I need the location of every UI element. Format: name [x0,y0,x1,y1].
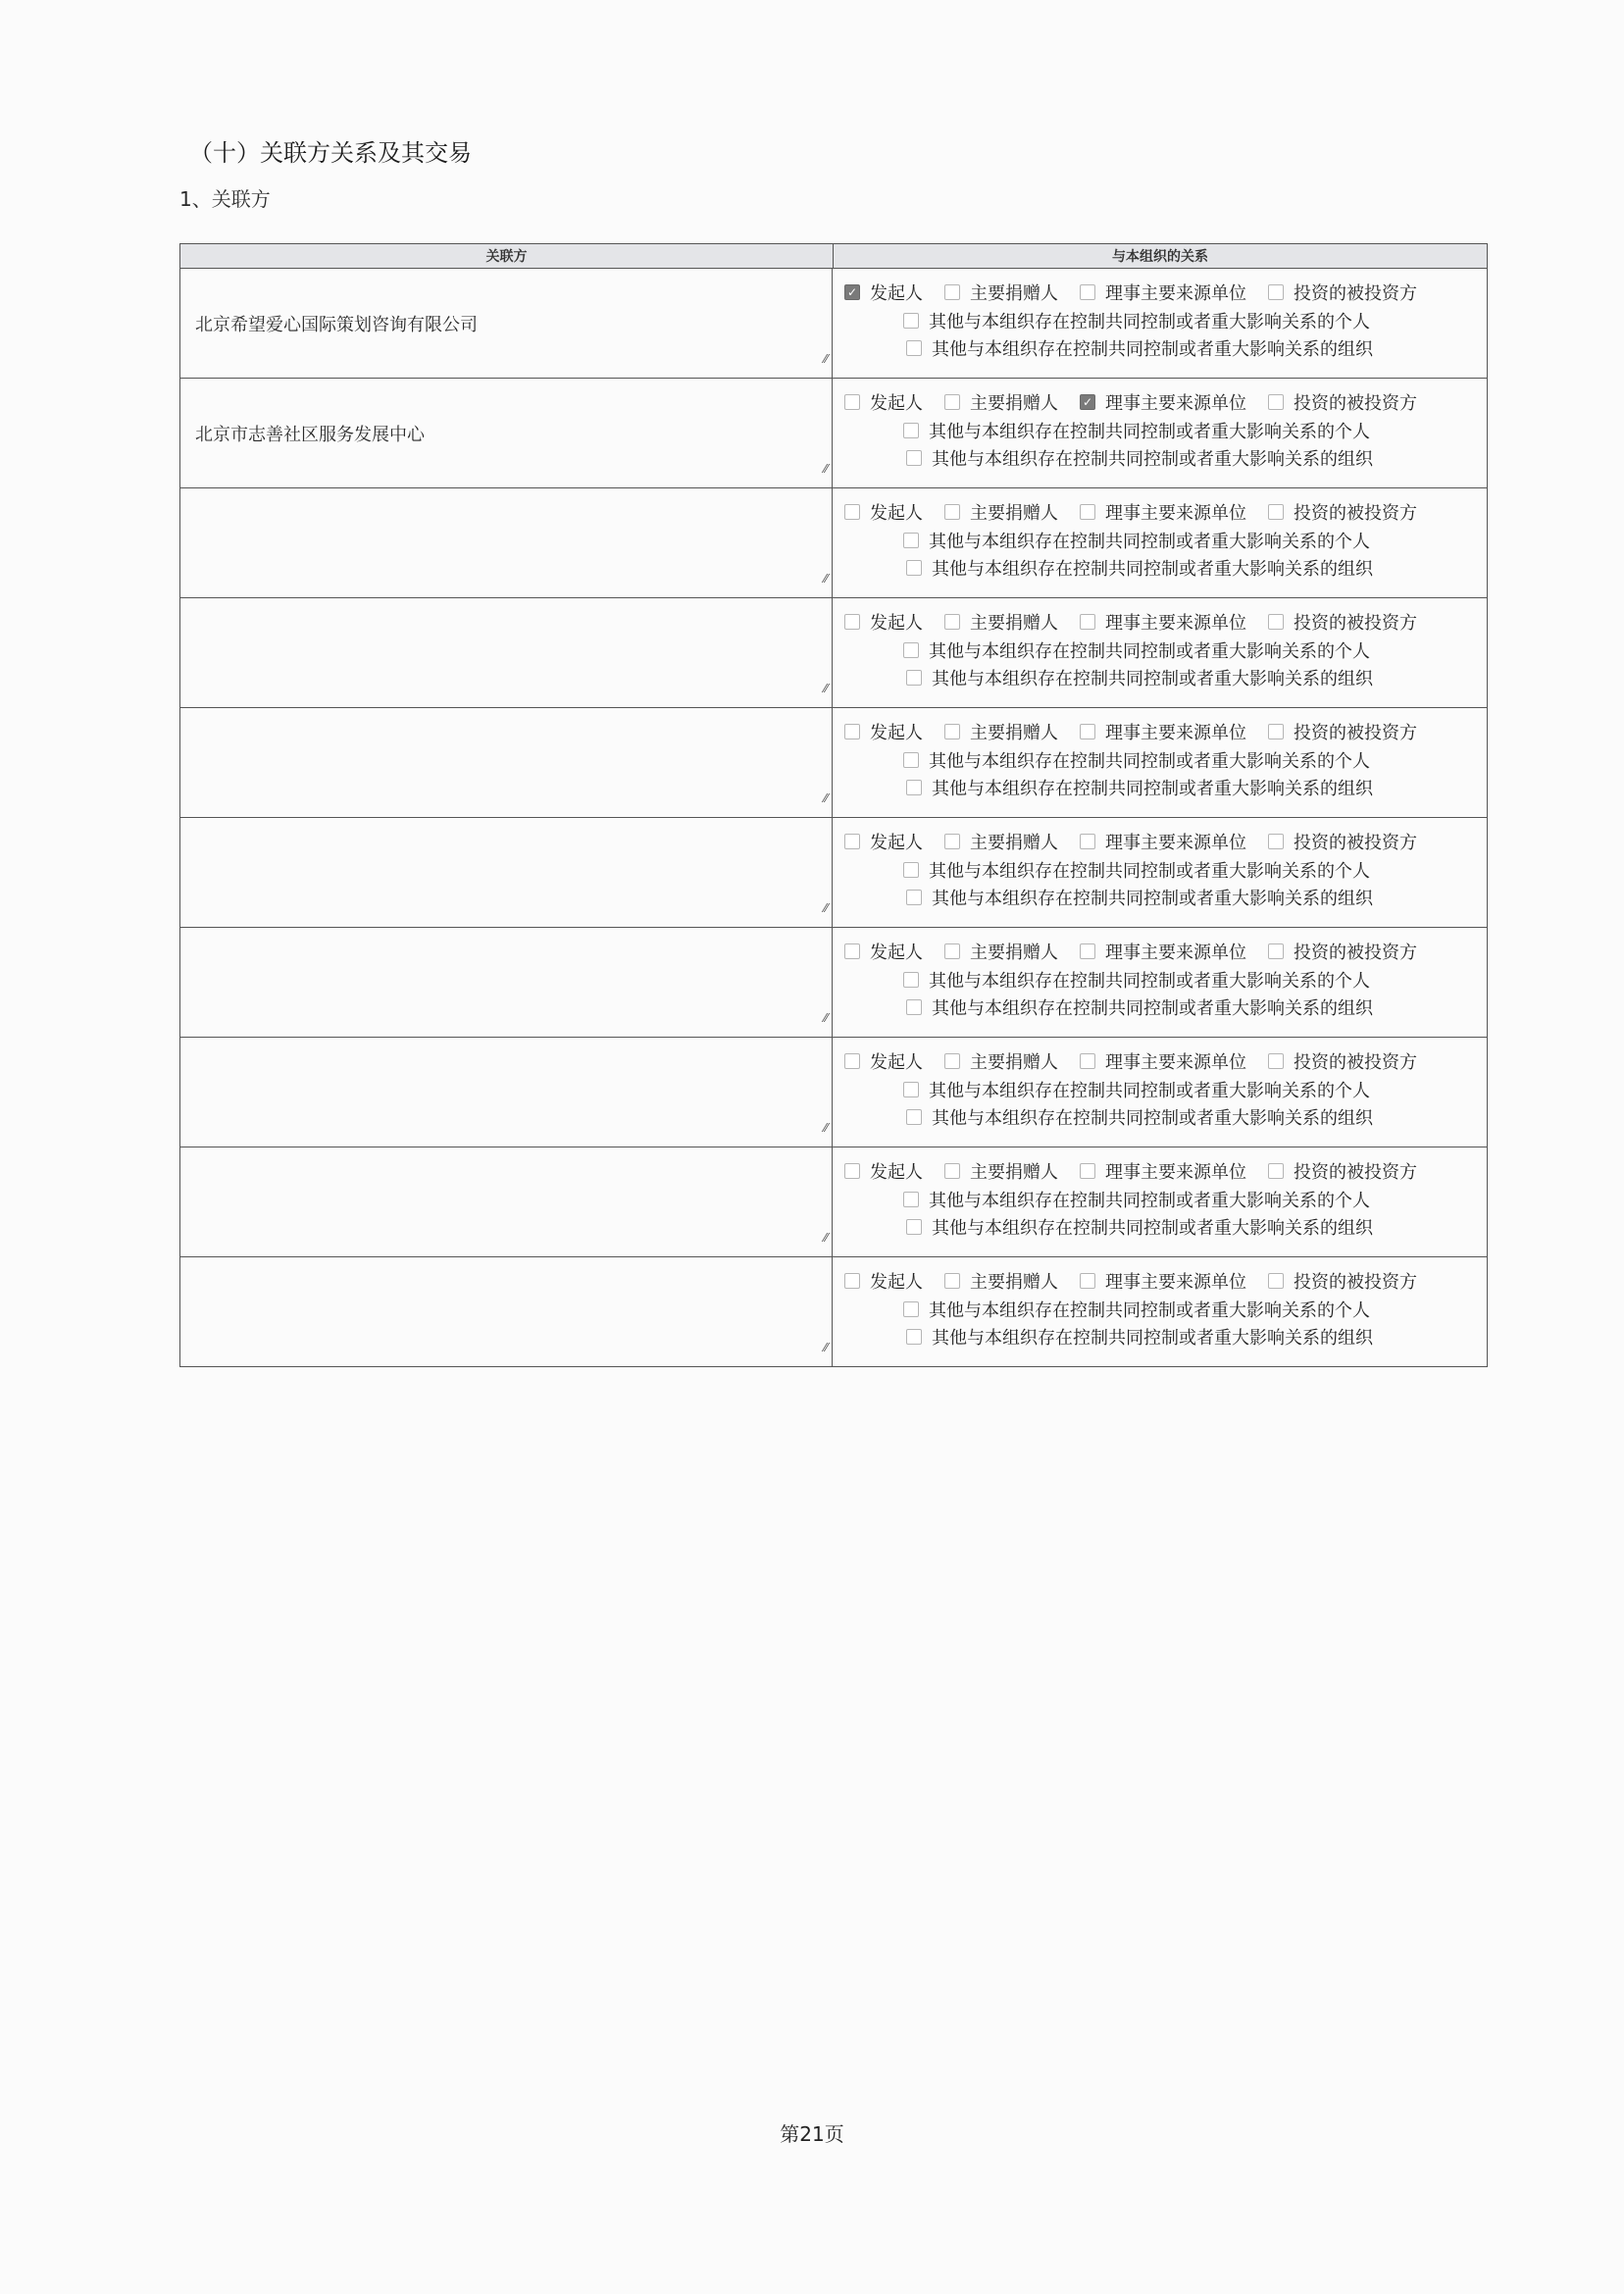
relationship-line [903,1297,1392,1322]
checkbox-investee[interactable] [1268,724,1284,739]
header-relationship: 与本组织的关系 [1112,249,1208,265]
table-row [180,1147,1487,1257]
checkbox-label: 投资的被投资方 [1294,1162,1417,1183]
option-investee[interactable] [1268,389,1417,415]
option-investee[interactable] [1268,719,1417,744]
checkbox-label: 其他与本组织存在控制共同控制或者重大影响关系的组织 [932,559,1373,580]
checkbox-major-donor[interactable] [944,1163,960,1179]
checkbox-label: 投资的被投资方 [1294,1052,1417,1073]
option-founder[interactable] [844,499,923,525]
relationship-line [903,857,1392,883]
option-director-source[interactable] [1080,719,1246,744]
checkbox-other-org[interactable] [906,1329,922,1345]
relationship-line [906,555,1395,581]
option-investee[interactable] [1268,939,1417,964]
checkbox-investee[interactable] [1268,1053,1284,1069]
checkbox-label: 其他与本组织存在控制共同控制或者重大影响关系的个人 [929,1191,1370,1211]
checkbox-label: 理事主要来源单位 [1105,723,1246,743]
option-other-org[interactable] [906,1324,1373,1350]
option-director-source[interactable] [1080,1158,1246,1184]
relationship-line [844,1268,1439,1294]
option-investee[interactable] [1268,609,1417,635]
checkbox-other-person[interactable] [903,752,919,768]
table-row [180,818,1487,928]
checkbox-label: 发起人 [870,1052,923,1073]
checkbox-label: 投资的被投资方 [1294,283,1417,304]
option-major-donor[interactable] [944,499,1058,525]
related-party-name: 北京希望爱心国际策划咨询有限公司 [195,314,478,335]
relationship-line [844,1158,1439,1184]
checkbox-label: 主要捐赠人 [970,283,1058,304]
related-party-name-field[interactable] [180,488,833,597]
checkbox-label: 投资的被投资方 [1294,723,1417,743]
option-director-source[interactable] [1080,389,1246,415]
option-founder[interactable] [844,829,923,854]
checkbox-label: 理事主要来源单位 [1105,1272,1246,1293]
checkbox-label: 发起人 [870,283,923,304]
option-other-person[interactable] [903,637,1370,663]
relationship-line [903,1187,1392,1212]
relationship-line [906,335,1395,361]
relationship-line [844,609,1439,635]
option-major-donor[interactable] [944,829,1058,854]
checkbox-label: 其他与本组织存在控制共同控制或者重大影响关系的个人 [929,312,1370,332]
checkbox-label: 主要捐赠人 [970,943,1058,963]
checkbox-founder[interactable] [844,1273,860,1289]
relationship-line [903,747,1392,773]
related-party-name-field[interactable] [180,379,833,487]
option-founder[interactable] [844,280,923,305]
resize-handle-icon[interactable]: ⁄⁄ [823,791,828,805]
relationship-line [844,829,1439,854]
relationship-line [844,1048,1439,1074]
checkbox-label: 其他与本组织存在控制共同控制或者重大影响关系的个人 [929,971,1370,992]
checkbox-investee[interactable] [1268,943,1284,959]
checkbox-other-person[interactable] [903,1301,919,1317]
checkbox-other-person[interactable] [903,1082,919,1097]
checkbox-label: 主要捐赠人 [970,1272,1058,1293]
checkbox-label: 发起人 [870,613,923,634]
checkbox-label: 主要捐赠人 [970,833,1058,853]
resize-handle-icon[interactable]: ⁄⁄ [823,1011,828,1025]
checkbox-label: 发起人 [870,833,923,853]
checkbox-label: 理事主要来源单位 [1105,393,1246,414]
checkbox-founder[interactable] [844,724,860,739]
option-other-org[interactable] [906,555,1373,581]
option-other-person[interactable] [903,308,1370,333]
checkbox-major-donor[interactable] [944,834,960,849]
checkbox-investee[interactable] [1268,614,1284,630]
option-other-org[interactable] [906,885,1373,910]
resize-handle-icon[interactable]: ⁄⁄ [823,1121,828,1135]
checkbox-other-org[interactable] [906,1109,922,1125]
checkbox-other-org[interactable] [906,340,922,356]
checkbox-label: 理事主要来源单位 [1105,503,1246,524]
resize-handle-icon[interactable]: ⁄⁄ [823,901,828,915]
option-other-org[interactable] [906,1104,1373,1130]
relationship-cell [833,818,1487,927]
option-other-person[interactable] [903,857,1370,883]
option-founder[interactable] [844,1268,923,1294]
related-party-name-field[interactable] [180,1147,833,1256]
checkbox-major-donor[interactable] [944,943,960,959]
checkbox-investee[interactable] [1268,394,1284,410]
page-number: 第21页 [780,2122,844,2146]
option-other-person[interactable] [903,528,1370,553]
relationship-line [906,775,1395,800]
checkbox-director-source[interactable] [1080,1163,1095,1179]
relationship-line [844,389,1439,415]
option-founder[interactable] [844,609,923,635]
option-director-source[interactable] [1080,499,1246,525]
checkbox-label: 发起人 [870,723,923,743]
checkbox-investee[interactable] [1268,834,1284,849]
relationship-cell [833,1257,1487,1366]
resize-handle-icon[interactable]: ⁄⁄ [823,682,828,695]
checkbox-major-donor[interactable] [944,614,960,630]
option-major-donor[interactable] [944,1158,1058,1184]
checkbox-label: 投资的被投资方 [1294,613,1417,634]
checkbox-major-donor[interactable] [944,1273,960,1289]
header-related-party: 关联方 [180,244,834,268]
checkbox-label: 理事主要来源单位 [1105,283,1246,304]
checkbox-other-org[interactable] [906,890,922,905]
checkbox-investee[interactable] [1268,284,1284,300]
option-investee[interactable] [1268,499,1417,525]
checkbox-founder[interactable] [844,614,860,630]
checkbox-founder[interactable] [844,504,860,520]
relationship-line [906,1104,1395,1130]
checkbox-label: 其他与本组织存在控制共同控制或者重大影响关系的组织 [932,1108,1373,1129]
relationship-line [844,499,1439,525]
resize-handle-icon[interactable]: ⁄⁄ [823,572,828,586]
checkbox-founder[interactable]: ✓ [844,284,860,300]
checkbox-label: 投资的被投资方 [1294,393,1417,414]
option-major-donor[interactable] [944,280,1058,305]
checkbox-other-org[interactable] [906,1219,922,1235]
checkbox-founder[interactable] [844,1163,860,1179]
table-row [180,269,1487,379]
relationship-line [903,528,1392,553]
table-row [180,598,1487,708]
checkbox-founder[interactable] [844,1053,860,1069]
checkbox-director-source[interactable] [1080,1053,1095,1069]
checkbox-label: 其他与本组织存在控制共同控制或者重大影响关系的组织 [932,449,1373,470]
checkbox-other-person[interactable] [903,533,919,548]
option-other-org[interactable] [906,665,1373,690]
checkbox-label: 投资的被投资方 [1294,833,1417,853]
resize-handle-icon[interactable]: ⁄⁄ [823,462,828,476]
checkbox-other-person[interactable] [903,972,919,988]
related-party-table [179,243,1488,1367]
option-founder[interactable] [844,719,923,744]
relationship-line [903,967,1392,993]
relationship-cell [833,379,1487,487]
checkbox-major-donor[interactable] [944,284,960,300]
related-party-name: 北京市志善社区服务发展中心 [195,424,425,445]
checkbox-label: 主要捐赠人 [970,503,1058,524]
relationship-cell [833,488,1487,597]
resize-handle-icon[interactable]: ⁄⁄ [823,1341,828,1354]
checkbox-label: 投资的被投资方 [1294,503,1417,524]
resize-handle-icon[interactable]: ⁄⁄ [823,1231,828,1245]
checkbox-label: 主要捐赠人 [970,1052,1058,1073]
checkbox-label: 其他与本组织存在控制共同控制或者重大影响关系的组织 [932,1328,1373,1349]
option-other-person[interactable] [903,1077,1370,1102]
option-founder[interactable] [844,1048,923,1074]
option-other-person[interactable] [903,967,1370,993]
option-other-org[interactable] [906,445,1373,471]
option-other-person[interactable] [903,1187,1370,1212]
relationship-line [906,1324,1395,1350]
option-major-donor[interactable] [944,389,1058,415]
checkbox-label: 其他与本组织存在控制共同控制或者重大影响关系的个人 [929,532,1370,552]
checkbox-director-source[interactable] [1080,834,1095,849]
checkbox-director-source[interactable]: ✓ [1080,394,1095,410]
checkbox-major-donor[interactable] [944,1053,960,1069]
checkbox-investee[interactable] [1268,504,1284,520]
checkbox-other-org[interactable] [906,560,922,576]
checkbox-label: 其他与本组织存在控制共同控制或者重大影响关系的组织 [932,669,1373,689]
checkbox-founder[interactable] [844,943,860,959]
option-director-source[interactable] [1080,829,1246,854]
checkbox-other-person[interactable] [903,862,919,878]
checkbox-other-org[interactable] [906,670,922,686]
relationship-line [844,280,1439,305]
relationship-line [844,719,1439,744]
option-major-donor[interactable] [944,1268,1058,1294]
option-major-donor[interactable] [944,609,1058,635]
section-title: （十）关联方关系及其交易 [189,139,472,167]
relationship-line [906,665,1395,690]
option-director-source[interactable] [1080,939,1246,964]
resize-handle-icon[interactable]: ⁄⁄ [823,352,828,366]
checkbox-director-source[interactable] [1080,943,1095,959]
relationship-line [903,308,1392,333]
checkbox-label: 其他与本组织存在控制共同控制或者重大影响关系的组织 [932,779,1373,799]
checkbox-label: 其他与本组织存在控制共同控制或者重大影响关系的组织 [932,889,1373,909]
table-row [180,708,1487,818]
related-party-name-field[interactable] [180,1257,833,1366]
checkbox-label: 其他与本组织存在控制共同控制或者重大影响关系的个人 [929,422,1370,442]
checkbox-label: 主要捐赠人 [970,393,1058,414]
checkbox-label: 其他与本组织存在控制共同控制或者重大影响关系的个人 [929,1300,1370,1321]
option-other-org[interactable] [906,775,1373,800]
table-row [180,1038,1487,1147]
checkbox-other-org[interactable] [906,780,922,795]
related-party-name-field[interactable] [180,1038,833,1147]
option-other-org[interactable] [906,335,1373,361]
relationship-line [906,885,1395,910]
table-header [180,244,1487,269]
relationship-line [903,418,1392,443]
checkbox-label: 理事主要来源单位 [1105,943,1246,963]
checkbox-label: 投资的被投资方 [1294,943,1417,963]
relationship-cell [833,269,1487,378]
checkbox-investee[interactable] [1268,1163,1284,1179]
checkbox-label: 理事主要来源单位 [1105,1162,1246,1183]
option-investee[interactable] [1268,829,1417,854]
checkbox-label: 其他与本组织存在控制共同控制或者重大影响关系的组织 [932,1218,1373,1239]
checkbox-director-source[interactable] [1080,724,1095,739]
option-investee[interactable] [1268,1048,1417,1074]
checkbox-label: 其他与本组织存在控制共同控制或者重大影响关系的个人 [929,861,1370,882]
checkbox-label: 其他与本组织存在控制共同控制或者重大影响关系的个人 [929,751,1370,772]
checkbox-label: 发起人 [870,1272,923,1293]
option-founder[interactable] [844,1158,923,1184]
option-other-org[interactable] [906,1214,1373,1240]
option-other-person[interactable] [903,747,1370,773]
checkbox-label: 主要捐赠人 [970,613,1058,634]
option-major-donor[interactable] [944,719,1058,744]
checkbox-major-donor[interactable] [944,394,960,410]
checkbox-label: 其他与本组织存在控制共同控制或者重大影响关系的组织 [932,339,1373,360]
related-party-name-field[interactable] [180,269,833,378]
checkbox-label: 发起人 [870,393,923,414]
relationship-line [906,994,1395,1020]
option-major-donor[interactable] [944,1048,1058,1074]
related-party-name-field[interactable] [180,928,833,1037]
option-founder[interactable] [844,939,923,964]
checkbox-investee[interactable] [1268,1273,1284,1289]
option-founder[interactable] [844,389,923,415]
checkbox-label: 发起人 [870,503,923,524]
option-other-person[interactable] [903,1297,1370,1322]
checkbox-other-person[interactable] [903,1192,919,1207]
checkbox-label: 其他与本组织存在控制共同控制或者重大影响关系的个人 [929,1081,1370,1101]
option-director-source[interactable] [1080,1048,1246,1074]
checkbox-other-person[interactable] [903,642,919,658]
option-investee[interactable] [1268,1268,1417,1294]
option-investee[interactable] [1268,1158,1417,1184]
relationship-line [844,939,1439,964]
checkbox-director-source[interactable] [1080,284,1095,300]
checkbox-director-source[interactable] [1080,614,1095,630]
checkbox-label: 其他与本组织存在控制共同控制或者重大影响关系的组织 [932,998,1373,1019]
option-major-donor[interactable] [944,939,1058,964]
option-investee[interactable] [1268,280,1417,305]
checkbox-director-source[interactable] [1080,1273,1095,1289]
relationship-line [906,445,1395,471]
relationship-cell [833,928,1487,1037]
table-row [180,379,1487,488]
option-director-source[interactable] [1080,609,1246,635]
checkbox-label: 理事主要来源单位 [1105,613,1246,634]
checkbox-label: 理事主要来源单位 [1105,1052,1246,1073]
checkbox-label: 投资的被投资方 [1294,1272,1417,1293]
related-party-name-field[interactable] [180,598,833,707]
checkbox-founder[interactable] [844,834,860,849]
option-other-person[interactable] [903,418,1370,443]
checkbox-major-donor[interactable] [944,724,960,739]
table-row [180,928,1487,1038]
checkbox-label: 其他与本组织存在控制共同控制或者重大影响关系的个人 [929,641,1370,662]
relationship-line [903,1077,1392,1102]
table-body [180,269,1487,1366]
related-party-name-field[interactable] [180,818,833,927]
relationship-cell [833,598,1487,707]
option-director-source[interactable] [1080,280,1246,305]
checkbox-director-source[interactable] [1080,504,1095,520]
subsection-title: 1、关联方 [179,187,271,211]
checkbox-other-person[interactable] [903,313,919,329]
relationship-line [903,637,1392,663]
checkbox-founder[interactable] [844,394,860,410]
option-other-org[interactable] [906,994,1373,1020]
checkbox-major-donor[interactable] [944,504,960,520]
table-row [180,1257,1487,1366]
checkbox-other-person[interactable] [903,423,919,438]
checkbox-label: 主要捐赠人 [970,1162,1058,1183]
checkbox-other-org[interactable] [906,450,922,466]
table-row [180,488,1487,598]
relationship-cell [833,1038,1487,1147]
checkbox-label: 理事主要来源单位 [1105,833,1246,853]
checkbox-other-org[interactable] [906,999,922,1015]
related-party-name-field[interactable] [180,708,833,817]
option-director-source[interactable] [1080,1268,1246,1294]
relationship-cell [833,708,1487,817]
relationship-line [906,1214,1395,1240]
checkbox-label: 发起人 [870,943,923,963]
checkbox-label: 发起人 [870,1162,923,1183]
relationship-cell [833,1147,1487,1256]
checkbox-label: 主要捐赠人 [970,723,1058,743]
